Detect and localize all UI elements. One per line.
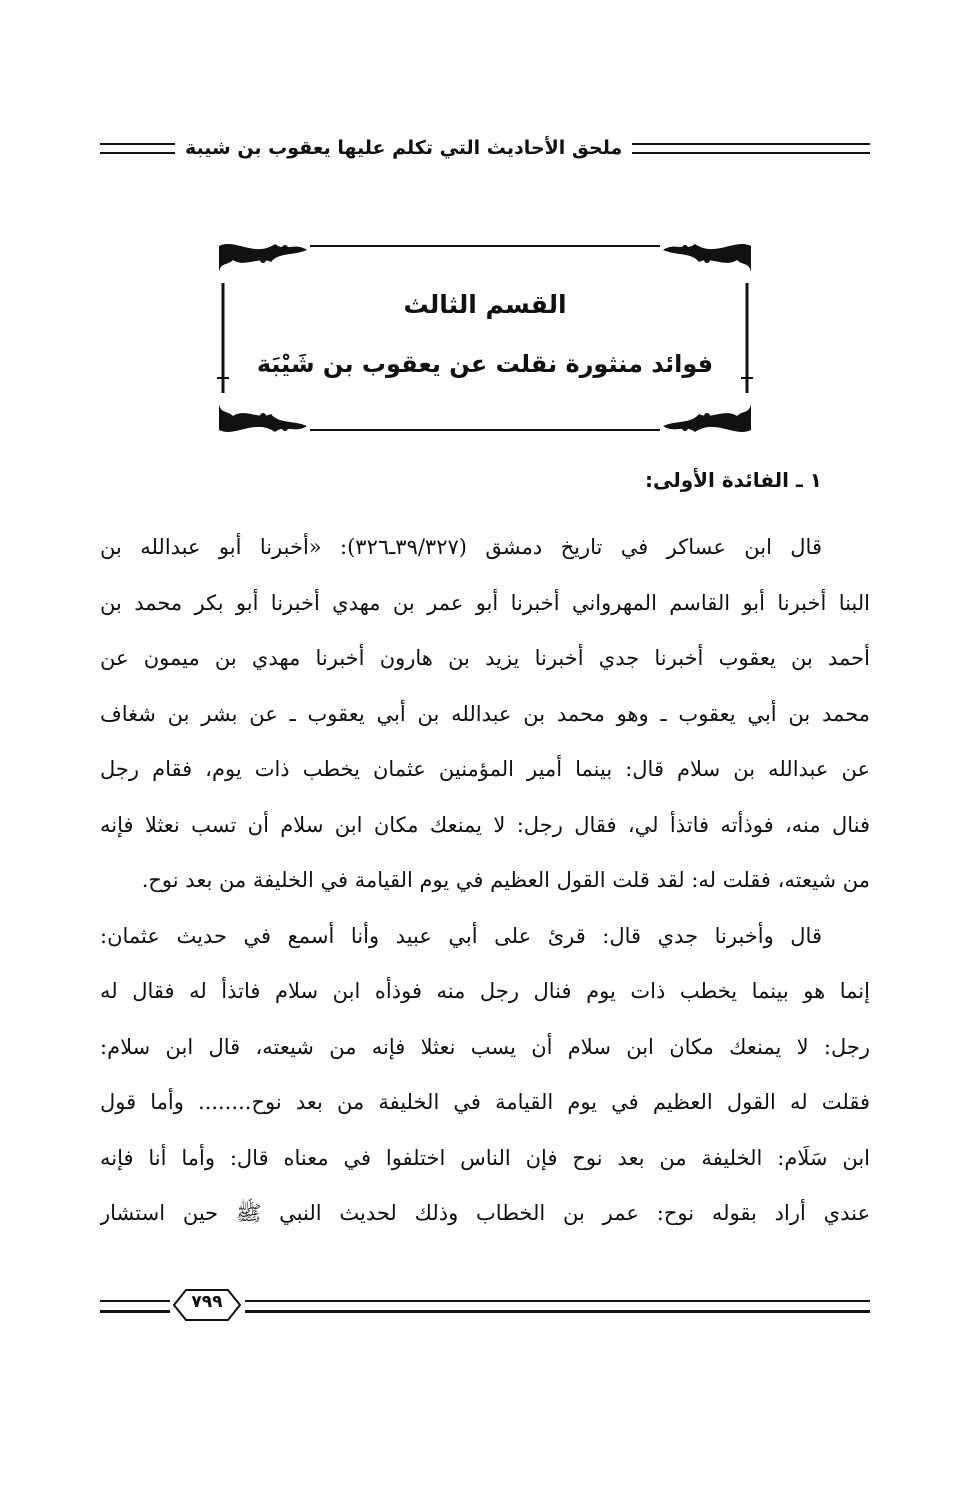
page-footer: [100, 1288, 870, 1328]
header-rule-right: [632, 143, 870, 154]
benefit-heading: ١ ـ الفائدة الأولى:: [644, 468, 822, 492]
body-line: عندي أراد بقوله نوح: عمر بن الخطاب وذلك لحديث النبي ﷺ حين استشار: [100, 1201, 870, 1225]
body-line: ابن سَلَام: الخليفة من بعد نوح فإن الناس اختلفوا في معناه قال: وأما أنا فإنه: [100, 1145, 870, 1170]
body-line: عن عبدالله بن سلام قال: بينما أمير المؤمنين عثمان يخطب ذات يوم، فقام رجل: [100, 757, 870, 781]
running-header: [100, 128, 870, 168]
section-title-frame: [215, 238, 755, 438]
footer-rule-left: [100, 1300, 170, 1313]
body-line: قال وأخبرنا جدي قال: قرئ على أبي عبيد وأنا أسمع في حديث عثمان:: [100, 923, 822, 948]
running-title: ملحق الأحاديث التي تكلم عليها يعقوب بن شيبة: [185, 137, 623, 159]
section-title: القسم الثالث: [403, 290, 567, 319]
header-rule-left: [100, 143, 175, 154]
ornamental-frame-icon: [215, 238, 755, 438]
body-line: فنال منه، فوذأته فاتذأ لي، فقال رجل: لا يمنعك مكان ابن سلام أن تسب نعثلا فإنه: [100, 812, 870, 837]
footer-rule-right: [245, 1300, 870, 1313]
body-line: قال ابن عساكر في تاريخ دمشق (٣٩/٣٢٧ـ٣٢٦): «أخبرنا أبو عبدالله بن: [100, 535, 822, 559]
page-number: ٧٩٩: [191, 1292, 223, 1312]
body-line: البنا أخبرنا أبو القاسم المهرواني أخبرنا أبو عمر بن مهدي أخبرنا أبو بكر محمد بن: [100, 590, 870, 615]
body-line: من شيعته، فقلت له: لقد قلت القول العظيم في يوم القيامة في الخليفة من بعد نوح.: [141, 868, 870, 892]
body-line: إنما هو بينما يخطب ذات يوم فنال رجل منه فوذأه ابن سلام فاتذأ له فقال له: [100, 979, 870, 1003]
body-line: رجل: لا يمنعك مكان ابن سلام أن يسب نعثلا فإنه من شيعته، قال ابن سلام:: [100, 1034, 870, 1059]
body-text: [100, 520, 870, 1242]
body-line: محمد بن أبي يعقوب ـ وهو محمد بن عبدالله بن أبي يعقوب ـ عن بشر بن شغاف: [100, 701, 870, 726]
section-subtitle: فوائد منثورة نقلت عن يعقوب بن شَيْبَة: [256, 350, 714, 378]
body-line: أحمد بن يعقوب أخبرنا جدي أخبرنا يزيد بن هارون أخبرنا مهدي بن ميمون عن: [100, 646, 870, 670]
body-line: فقلت له القول العظيم في يوم القيامة في الخليفة من بعد نوح........ وأما قول: [100, 1090, 870, 1114]
